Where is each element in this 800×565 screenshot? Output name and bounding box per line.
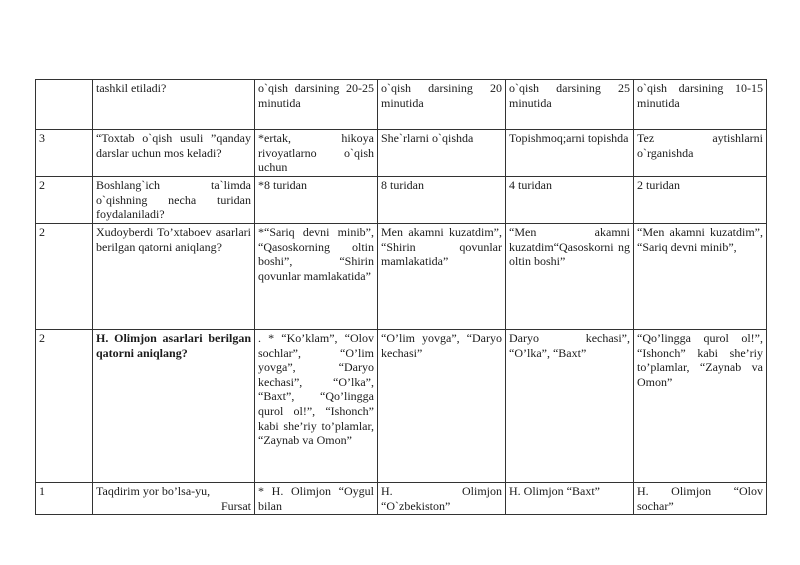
answer-option-c: 4 turidan xyxy=(506,177,634,224)
answer-option-d: 2 turidan xyxy=(634,177,767,224)
answer-option-b: “O’lim yovga”, “Daryo kechasi” xyxy=(378,330,506,483)
table-row xyxy=(36,224,767,330)
answer-option-b: Men akamni kuzatdim”, “Shirin qovunlar mamlakatida” xyxy=(378,224,506,330)
question-number xyxy=(36,80,93,130)
question-text: Boshlang`ich ta`limda o`qishning necha turidan foydalaniladi? xyxy=(93,177,255,224)
answer-option-a: . * “Ko’klam”, “Olov sochlar”, “O’lim yovga”, “Daryo kechasi”, “O’lka”, “Baxt”, “Qo’lingga qurol ol!”, “Ishonch” kabi she’riy to’plamlar, “Zaynab va Omon” xyxy=(255,330,378,483)
table-row xyxy=(36,483,767,515)
question-text: “Toxtab o`qish usuli ”qanday darslar uchun mos keladi? xyxy=(93,130,255,177)
answer-option-a: *“Sariq devni minib”, “Qasoskorning oltin boshi”, “Shirin qovunlar mamlakatida” xyxy=(255,224,378,330)
question-number: 2 xyxy=(36,177,93,224)
table-row xyxy=(36,130,767,177)
answer-option-d: o`qish darsining 10-15 minutida xyxy=(634,80,767,130)
answer-option-a: *ertak, hikoya rivoyatlarno o`qish uchun xyxy=(255,130,378,177)
answer-option-a: * H. Olimjon “Oygul bilan xyxy=(255,483,378,515)
question-text xyxy=(93,483,255,515)
table-row xyxy=(36,80,767,130)
answer-option-c: o`qish darsining 25 minutida xyxy=(506,80,634,130)
answer-option-c: H. Olimjon “Baxt” xyxy=(506,483,634,515)
question-number: 3 xyxy=(36,130,93,177)
question-text: H. Olimjon asarlari berilgan qatorni aniqlang? xyxy=(93,330,255,483)
answer-option-a: o`qish darsining 20-25 minutida xyxy=(255,80,378,130)
answer-option-b: o`qish darsining 20 minutida xyxy=(378,80,506,130)
answer-option-c: Daryo kechasi”, “O’lka”, “Baxt” xyxy=(506,330,634,483)
answer-option-c: “Men akamni kuzatdim“Qasoskorni ng oltin boshi” xyxy=(506,224,634,330)
table-row xyxy=(36,177,767,224)
answer-option-b: H. Olimjon “O`zbekiston” xyxy=(378,483,506,515)
document-page xyxy=(35,79,767,515)
answer-option-d: H. Olimjon “Olov sochar” xyxy=(634,483,767,515)
answer-option-b: She`rlarni o`qishda xyxy=(378,130,506,177)
question-text: tashkil etiladi? xyxy=(93,80,255,130)
table-row xyxy=(36,330,767,483)
answer-option-a: *8 turidan xyxy=(255,177,378,224)
question-number: 2 xyxy=(36,224,93,330)
test-questions-table xyxy=(35,79,767,515)
answer-option-b: 8 turidan xyxy=(378,177,506,224)
answer-option-c: Topishmoq;arni topishda xyxy=(506,130,634,177)
answer-option-d: “Qo’lingga qurol ol!”, “Ishonch” kabi she’riy to’plamlar, “Zaynab va Omon” xyxy=(634,330,767,483)
question-number: 2 xyxy=(36,330,93,483)
answer-option-d: “Men akamni kuzatdim”, “Sariq devni minib”, xyxy=(634,224,767,330)
question-line: Fursat xyxy=(221,498,251,513)
answer-option-d: Tez aytishlarni o`rganishda xyxy=(634,130,767,177)
question-number: 1 xyxy=(36,483,93,515)
question-text: Xudoyberdi To’xtaboev asarlari berilgan qatorni aniqlang? xyxy=(93,224,255,330)
question-line: Taqdirim yor bo’lsa-yu, xyxy=(96,484,211,498)
